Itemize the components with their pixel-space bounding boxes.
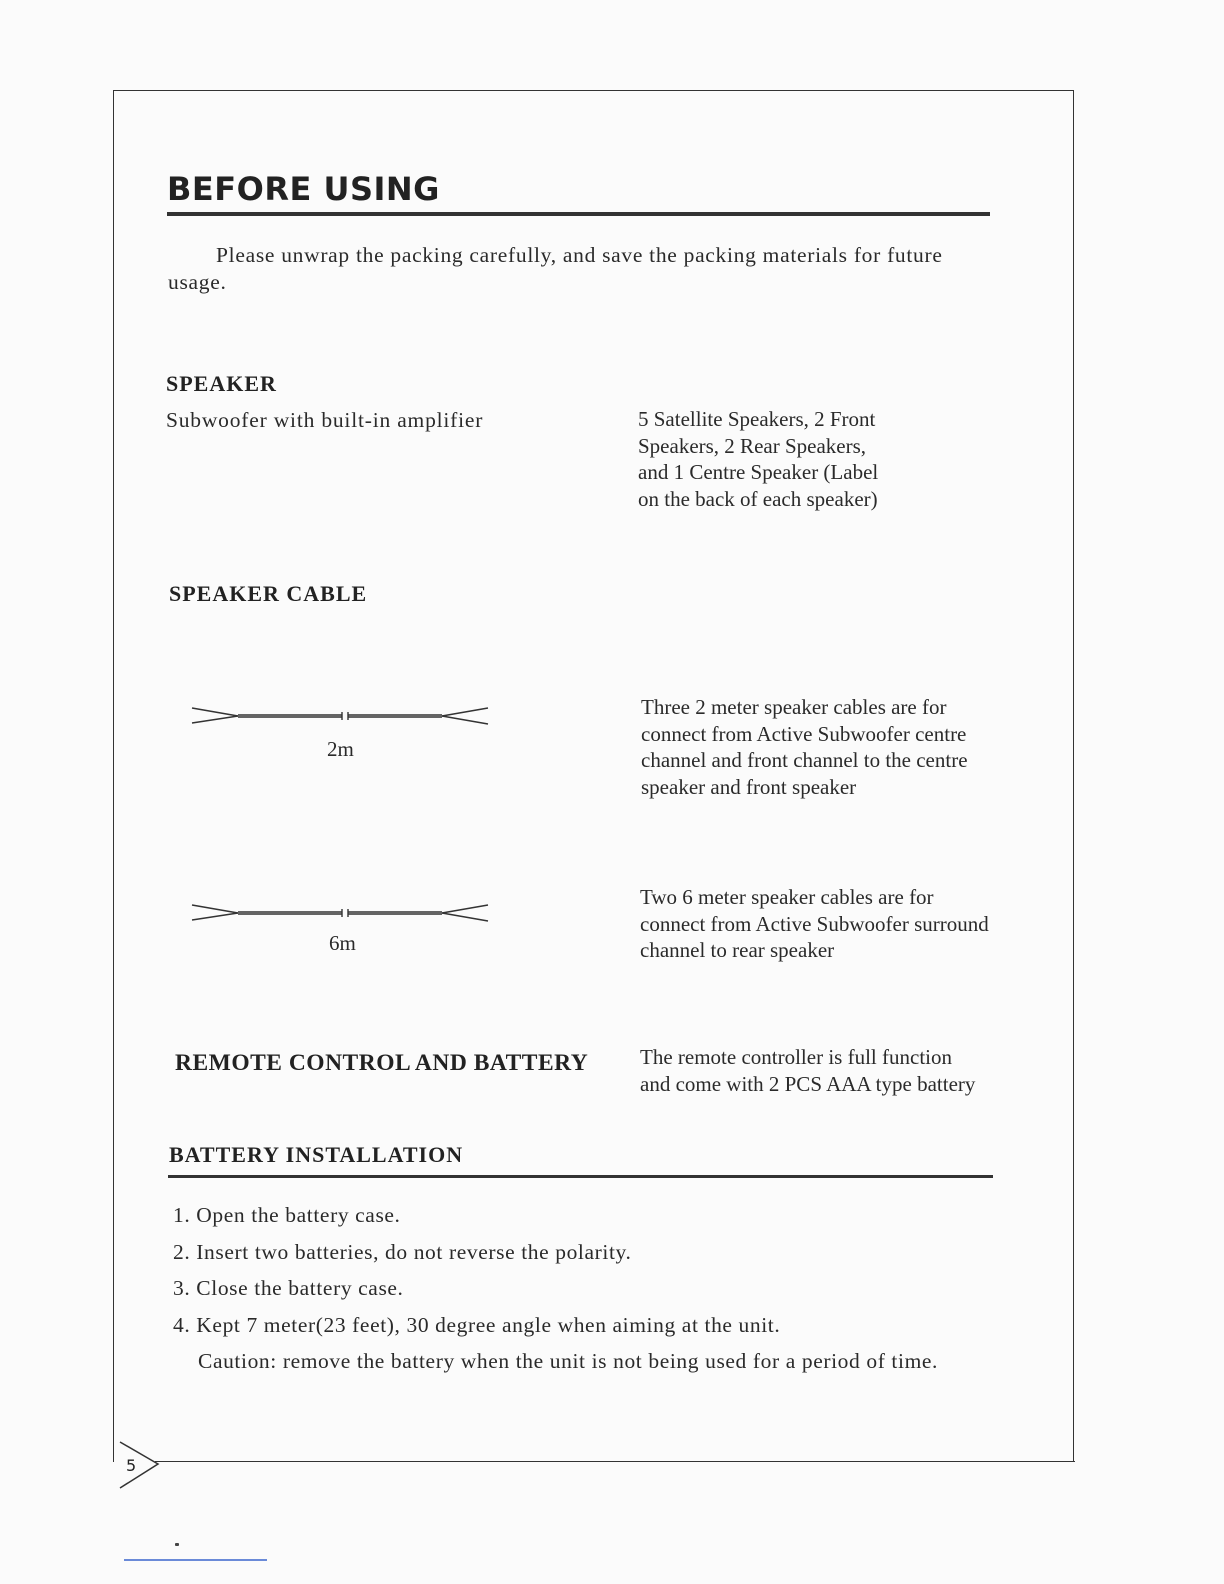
cable-2m-line: connect from Active Subwoofer centre (641, 721, 967, 746)
page-number-tab (118, 1440, 162, 1490)
remote-line: and come with 2 PCS AAA type battery (640, 1071, 976, 1096)
cable-6m-line: connect from Active Subwoofer surround (640, 911, 989, 936)
scan-dot (175, 1543, 179, 1546)
cable-2m-icon (190, 704, 490, 728)
remote-heading: REMOTE CONTROL AND BATTERY (175, 1050, 589, 1076)
battery-heading: BATTERY INSTALLATION (169, 1142, 464, 1167)
battery-step: 4. Kept 7 meter(23 feet), 30 degree angle when aiming at the unit. (173, 1312, 781, 1337)
cable-6m-line: Two 6 meter speaker cables are for (640, 885, 934, 909)
page-title: BEFORE USING (167, 170, 440, 208)
battery-steps (173, 1200, 938, 1383)
cable-6m-icon (190, 901, 490, 925)
satellite-line: 5 Satellite Speakers, 2 Front (638, 407, 876, 431)
satellite-line: on the back of each speaker) (638, 486, 878, 511)
subwoofer-text: Subwoofer with built-in amplifier (166, 408, 484, 432)
title-underline (167, 212, 990, 216)
battery-step: 1. Open the battery case. (173, 1203, 401, 1227)
speaker-heading: SPEAKER (166, 371, 277, 396)
speaker-cable-heading: SPEAKER CABLE (169, 581, 368, 606)
intro-paragraph (168, 242, 968, 296)
remote-description (640, 1044, 975, 1097)
battery-underline (168, 1175, 993, 1178)
cable-2m-line: channel and front channel to the centre (641, 748, 968, 772)
cable-2m-description (641, 694, 968, 800)
battery-step: 2. Insert two batteries, do not reverse the polarity. (173, 1239, 632, 1264)
remote-line: The remote controller is full function (640, 1045, 952, 1069)
satellite-description (638, 406, 878, 512)
cable-2m-label: 2m (327, 737, 354, 761)
intro-text: Please unwrap the packing carefully, and save the packing materials for future usage. (168, 243, 943, 294)
satellite-line: Speakers, 2 Rear Speakers, (638, 433, 867, 458)
page-number: 5 (126, 1456, 137, 1475)
cable-6m-description (640, 884, 989, 964)
bottom-rule (155, 1461, 1075, 1462)
cable-2m-line: Three 2 meter speaker cables are for (641, 695, 947, 719)
cable-2m-line: speaker and front speaker (641, 774, 857, 799)
footer-link-line (124, 1559, 267, 1561)
cable-6m-line: channel to rear speaker (640, 938, 835, 962)
cable-6m-label: 6m (329, 931, 356, 955)
battery-step: 3. Close the battery case. (173, 1276, 404, 1300)
satellite-line: and 1 Centre Speaker (Label (638, 460, 879, 484)
battery-caution: Caution: remove the battery when the unit is not being used for a period of time. (198, 1349, 939, 1373)
